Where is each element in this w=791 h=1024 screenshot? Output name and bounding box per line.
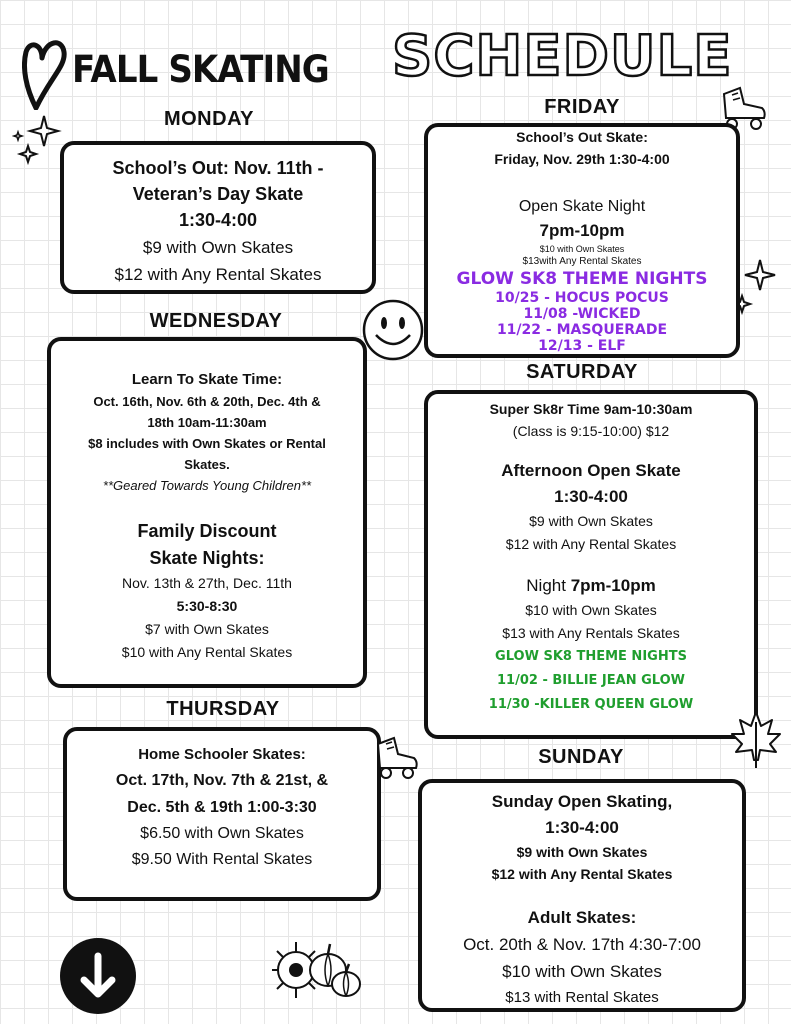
saturday-line: $12 with Any Rental Skates (505, 536, 677, 552)
smiley-icon (360, 297, 426, 363)
title-fall-skating: FALL SKATING (72, 48, 329, 91)
friday-line: 7pm-10pm (539, 221, 625, 240)
friday-line: $13with Any Rental Skates (522, 256, 642, 267)
sunday-line: Sunday Open Skating, (491, 792, 673, 811)
sunday-line: $10 with Own Skates (502, 962, 662, 981)
thursday-line: $6.50 with Own Skates (140, 825, 304, 842)
heart-icon (22, 38, 68, 110)
day-heading-wednesday: WEDNESDAY (149, 310, 283, 332)
sparkle-icon (12, 112, 62, 168)
sunday-line: 1:30-4:00 (545, 818, 619, 837)
sunday-line: Adult Skates: (527, 908, 637, 927)
wednesday-line: Learn To Skate Time: (131, 371, 283, 388)
thursday-box (63, 727, 381, 901)
friday-theme-title: GLOW SK8 THEME NIGHTS (456, 269, 708, 289)
monday-line: 1:30-4:00 (178, 210, 258, 230)
saturday-theme: 11/02 - BILLIE JEAN GLOW (497, 673, 685, 688)
arrow-down-icon (60, 938, 136, 1014)
thursday-line: Dec. 5th & 19th 1:00-3:30 (127, 799, 317, 816)
wednesday-line: Nov. 13th & 27th, Dec. 11th (122, 575, 292, 591)
thursday-line: Oct. 17th, Nov. 7th & 21st, & (115, 772, 329, 789)
friday-box (424, 123, 740, 358)
wednesday-line: Skates. (184, 457, 230, 472)
thursday-line: $9.50 With Rental Skates (131, 851, 313, 868)
wednesday-line: $10 with Any Rental Skates (121, 644, 293, 660)
wednesday-box (47, 337, 367, 688)
friday-line: $10 with Own Skates (539, 244, 625, 254)
day-heading-friday: FRIDAY (544, 96, 620, 118)
wednesday-line: Oct. 16th, Nov. 6th & 20th, Dec. 4th & (93, 394, 321, 409)
wednesday-note: **Geared Towards Young Children** (102, 478, 312, 493)
friday-line: School’s Out Skate: (516, 129, 648, 145)
sunday-box (418, 779, 746, 1012)
friday-theme: 12/13 - ELF (538, 338, 626, 354)
monday-line: Veteran’s Day Skate (132, 184, 304, 204)
wednesday-line: 18th 10am-11:30am (147, 415, 267, 430)
day-heading-monday: MONDAY (163, 108, 255, 130)
day-heading-thursday: THURSDAY (166, 698, 280, 720)
monday-box (60, 141, 376, 294)
friday-theme: 10/25 - HOCUS POCUS (495, 290, 669, 306)
sunday-line: $12 with Any Rental Skates (491, 866, 673, 882)
monday-line: $12 with Any Rental Skates (114, 265, 322, 284)
saturday-theme-title: GLOW SK8 THEME NIGHTS (495, 649, 687, 664)
saturday-night-time: 7pm-10pm (570, 576, 656, 595)
saturday-line: $9 with Own Skates (529, 513, 653, 529)
pumpkin-sunflower-icon (272, 934, 364, 1000)
saturday-line: 1:30-4:00 (554, 487, 628, 506)
day-heading-sunday: SUNDAY (538, 746, 624, 768)
saturday-box (424, 390, 758, 739)
friday-theme: 11/22 - MASQUERADE (496, 322, 668, 338)
wednesday-line: $8 includes with Own Skates or Rental (88, 436, 326, 451)
sunday-line: Oct. 20th & Nov. 17th 4:30-7:00 (463, 935, 701, 954)
saturday-line: $10 with Own Skates (525, 602, 657, 618)
friday-line: Friday, Nov. 29th 1:30-4:00 (494, 151, 670, 167)
wednesday-line: $7 with Own Skates (145, 621, 269, 637)
wednesday-line: Skate Nights: (149, 548, 265, 568)
sunday-line: $9 with Own Skates (516, 844, 648, 860)
scroll-down-button[interactable] (60, 938, 136, 1014)
day-heading-saturday: SATURDAY (526, 361, 638, 383)
monday-line: School’s Out: Nov. 11th - (112, 158, 324, 178)
title-schedule: SCHEDULE (392, 24, 733, 89)
wednesday-line: Family Discount (137, 521, 277, 541)
saturday-line: (Class is 9:15-10:00) $12 (512, 423, 670, 439)
friday-theme: 11/08 -WICKED (523, 306, 641, 322)
monday-line: $9 with Own Skates (142, 238, 294, 257)
roller-skate-icon (370, 730, 422, 782)
saturday-line: $13 with Any Rentals Skates (502, 625, 680, 641)
saturday-night-prefix: Night (526, 576, 571, 595)
friday-line: Open Skate Night (518, 198, 646, 215)
sunday-line: $13 with Rental Skates (505, 989, 659, 1006)
wednesday-line: 5:30-8:30 (176, 598, 238, 614)
saturday-line: Super Sk8r Time 9am-10:30am (489, 401, 693, 417)
saturday-theme: 11/30 -KILLER QUEEN GLOW (488, 697, 694, 712)
thursday-line: Home Schooler Skates: (138, 746, 306, 763)
saturday-night-line (428, 573, 754, 599)
saturday-line: Afternoon Open Skate (501, 461, 681, 480)
